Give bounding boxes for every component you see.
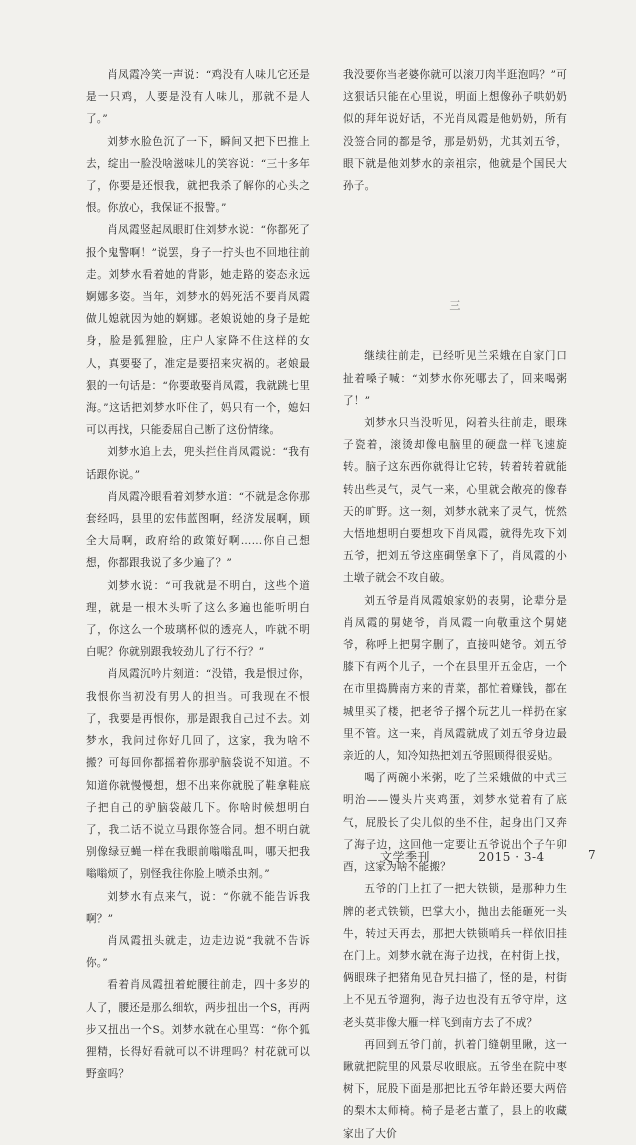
right-column-bottom	[343, 345, 567, 1144]
paragraph: 肖凤霞扭头就走，边走边说“我就不告诉你。”	[86, 934, 310, 970]
right-column	[343, 64, 567, 1145]
page-number: 7	[588, 848, 597, 862]
paragraph: 喝了两碗小米粥，吃了兰采娥做的中式三明治——馒头片夹鸡蛋，刘梦水觉着有了底气，屁股长了尖儿似的坐不住，起身出门又奔了海子边，这回他一定要让五爷说出个子午卯酉，这家为啥不能搬？	[343, 772, 567, 874]
paragraph: 肖凤霞冷眼看着刘梦水道：“不就是念你那套经吗，县里的宏伟蓝图啊，经济发展啊，顾全大局啊，政府给的政策好啊……你自己想想，你都跟我说了多少遍了？”	[86, 490, 310, 570]
paragraph: 五爷的门上扛了一把大铁锁，是那种力生牌的老式铁锁，巴掌大小，抛出去能砸死一头牛，转过天再去，那把大铁锁哨兵一样依旧挂在门上。刘梦水就在海子边找，在村街上找，俩眼珠子把猪角见旮旯扫描了，怪的是，村街上不见五爷遛狗，海子边也没有五爷守岸，这老头莫非像大雁一样飞到南方去了不成？	[343, 883, 567, 1029]
left-column	[86, 64, 310, 1085]
paragraph: 刘梦水只当没听见，闷着头往前走，眼珠子瓷着，滚烫却像电脑里的硬盘一样飞速旋转。脑子这东西你就得让它转，转着转着就能转出些灵气，灵气一来，心里就会敞亮的像春天的旷野。这一刻，刘梦水就来了灵气，恍然大悟地想明白要想攻下肖凤霞，就得先攻下刘五爷，把刘五爷这座碉堡拿下了，肖凤霞的小土墩子就会不攻自破。	[343, 417, 567, 585]
paragraph: 肖凤霞竖起凤眼盯住刘梦水说：“你都死了报个鬼警啊！”说罢，身子一拧头也不回地往前走。刘梦水看着她的背影，她走路的姿态永远婀娜多姿。当年，刘梦水的妈死活不要肖凤霞做儿媳就因为她的婀娜。老娘说她的身子是蛇身，脸是狐狸脸，庄户人家降不住这样的女人，真要娶了，准定是要招来灾祸的。老娘最狠的一句话是：“你要敢娶肖凤霞，我就跳七里海。”这话把刘梦水吓住了，妈只有一个，媳妇可以再找，只能委屈自己断了这份情缘。	[86, 224, 310, 437]
issue-number: 2015 · 3-4	[478, 850, 545, 864]
paragraph: 肖凤霞沉吟片刻道：“没错，我是恨过你，我恨你当初没有男人的担当。可我现在不恨了，我要是再恨你，那是跟我自己过不去。刘梦水，我问过你好几回了，这家，我为啥不搬？可每回你都摇着你那驴脑袋说不知道。不知道你就慢慢想，想不出来你就脱了鞋拿鞋底子把自己的驴脑袋敲几下。你啥时候想明白了，我二话不说立马跟你签合同。想不明白就别像绿豆蝇一样在我眼前嗡嗡乱叫，哪天把我嗡嗡烦了，别怪我往你脸上喷杀虫剂。”	[86, 668, 310, 881]
paragraph: 刘梦水追上去，兜头拦住肖凤霞说：“我有话跟你说。”	[86, 446, 310, 481]
page-footer	[380, 848, 597, 865]
section-marker: 三	[449, 299, 461, 313]
magazine-title: 文学季刊	[380, 850, 431, 864]
paragraph: 刘梦水有点来气，说：“你就不能告诉我啊？”	[86, 890, 310, 925]
paragraph: 刘梦水说：“可我就是不明白，这些个道理，就是一根木头听了这么多遍也能听明白了，你这么一个玻璃杯似的透亮人，咋就不明白呢？你就别跟我较劲儿了行不行？”	[86, 579, 310, 659]
paragraph: 我没要你当老婆你就可以滚刀肉半逛泡吗？”可这狠话只能在心里说，明面上想像孙子哄奶奶似的拜年说好话，不光肖凤霞是他奶奶，所有没签合同的都是爷，那是奶奶，尤其刘五爷，眼下就是他刘梦水的亲祖宗，他就是个国民大孙子。	[343, 69, 567, 193]
paragraph: 看着肖凤霞扭着蛇腰往前走，四十多岁的人了，腰还是那么细软，两步扭出一个S，再两步又扭出一个S。刘梦水就在心里骂：“你个狐狸精，长得好看就可以不讲理吗？村花就可以野蛮吗？	[86, 979, 310, 1081]
paragraph: 刘梦水脸色沉了一下，瞬间又把下巴推上去，绽出一脸没啥滋味儿的笑容说：“三十多年了，你要是还恨我，就把我杀了解你的心头之恨。你放心，我保证不报警。”	[86, 135, 310, 215]
paragraph: 再回到五爷门前，扒着门缝朝里瞅，这一瞅就把院里的风景尽收眼底。五爷坐在院中枣树下，屁股下面是那把比五爷年龄还要大两倍的梨木太师椅。椅子是老古董了，县上的收藏家出了大价	[343, 1038, 567, 1140]
right-column-top	[343, 64, 567, 197]
paragraph: 肖凤霞冷笑一声说：“鸡没有人味儿它还是是一只鸡，人要是没有人味儿，那就不是人了。”	[86, 69, 310, 126]
paragraph: 刘五爷是肖凤霞娘家奶的表舅，论辈分是肖凤霞的舅姥爷，肖凤霞一向敬重这个舅姥爷，称呼上把舅字删了，直接叫姥爷。刘五爷膝下有两个儿子，一个在县里开五金店，一个在市里捣腾南方来的青菜，都忙着赚钱，都在城里买了楼，把老爷子撂个玩艺儿一样扔在家里不管。这一来，肖凤霞就成了刘五爷身边最亲近的人，知冷知热把刘五爷照顾得很妥贴。	[343, 594, 567, 763]
paragraph: 继续往前走，已经听见兰采娥在自家门口扯着嗓子喊：“刘梦水你死哪去了，回来喝粥了！”	[343, 350, 567, 407]
